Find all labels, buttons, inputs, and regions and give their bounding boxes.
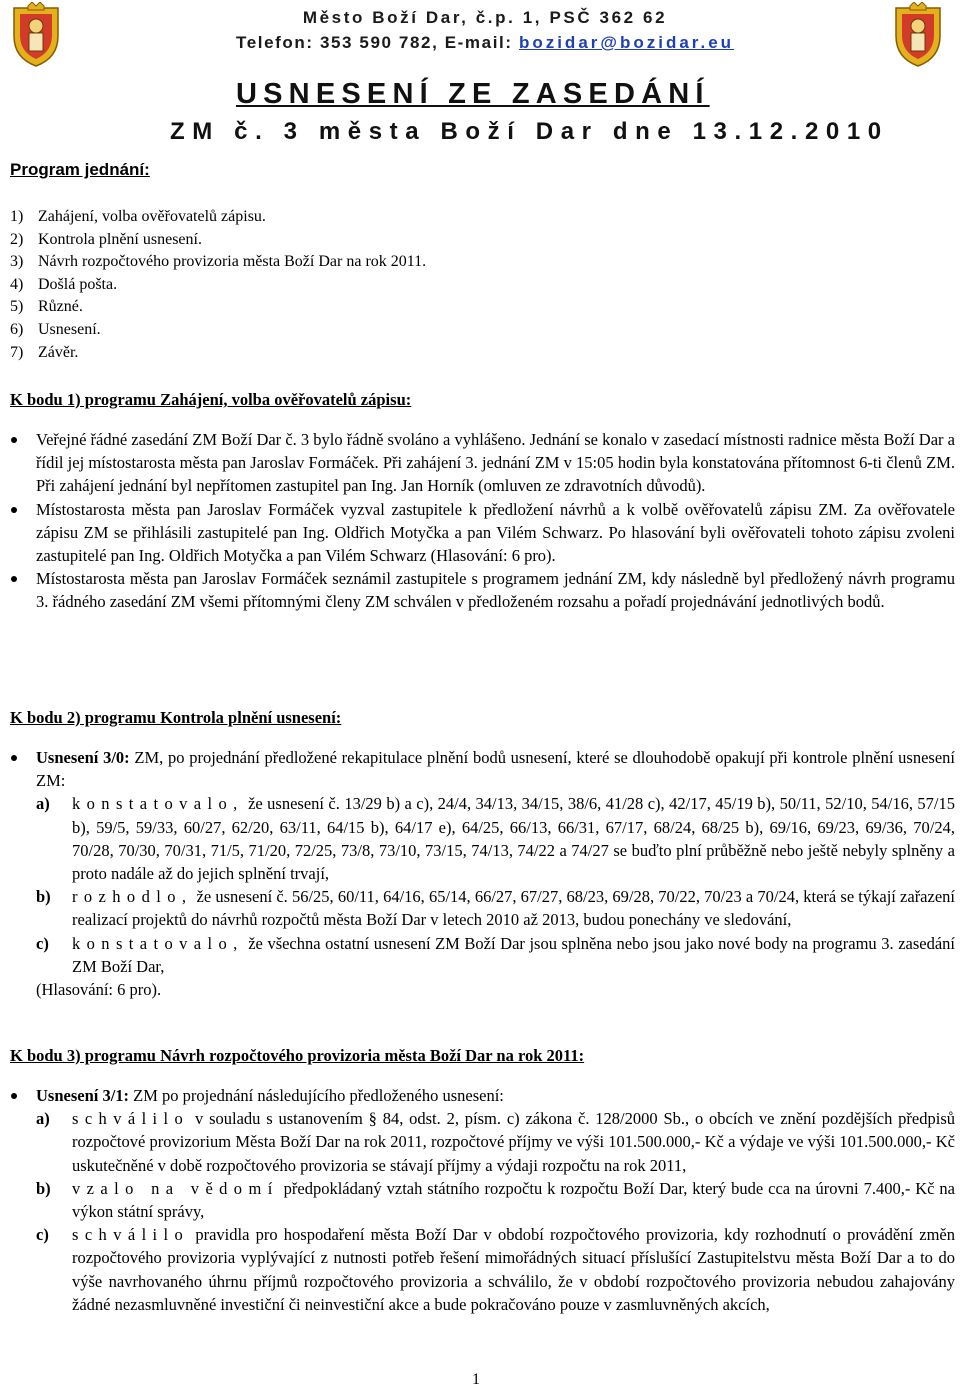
list-item: Místostarosta města pan Jaroslav Formáček seznámil zastupitele s programem jednání ZM, kdy následně byl předložený návrh programu 3. řádného zasedání ZM všemi přítomnými členy ZM schválen v předloženém rozsahu a pořadí projednávání jednotlivých bodů. [10, 567, 955, 613]
agenda-item: 7) Závěr. [10, 343, 79, 361]
resolution-intro: Usnesení 3/0: ZM, po projednání předložené rekapitulace plnění bodů usnesení, které se dlouhodobě opakují při kontrole plnění usnesení ZM: [10, 746, 955, 792]
resolution-item-c: c) schválilo pravidla pro hospodaření města Boží Dar v období rozpočtového provizoria, kdy rozhodnutí o provádění změn rozpočtového provizoria vyplývající z nutnosti potřeb řešení mimořádných situací příslušící Zastupitelstvu města Boží Dar a to do výše navrhovaného úhrnu příjmů rozpočtového provizoria a schválilo, že v období rozpočtového provizoria nebudou zahajovány žádné nezasmluvněné investiční či neinvestiční akce a bude pokračováno pouze v zasmluvněných akcích, [36, 1225, 955, 1314]
section-3-body [10, 1084, 955, 1316]
resolution-intro: Usnesení 3/1: ZM po projednání následujícího předloženého usnesení: [10, 1084, 955, 1107]
program-label: Program jednání: [10, 160, 150, 179]
email-link[interactable]: bozidar@bozidar.eu [518, 33, 735, 52]
document-subtitle: ZM č. 3 města Boží Dar dne 13.12.2010 [170, 118, 889, 145]
section-2-body [10, 746, 955, 1001]
list-item: Veřejné řádné zasedání ZM Boží Dar č. 3 bylo řádně svoláno a vyhlášeno. Jednání se konalo v zasedací místnosti radnice města Boží Dar a řídil jej místostarosta města pan Jaroslav Formáček. Při zahájení 3. jednání ZM v 15:05 hodin byla konstatována přítomnost 6-ti členů ZM. Při zahájení jednání byl nepřítomen zastupitel pan Ing. Jan Horník (omluven ze zdravotních důvodů). [10, 428, 955, 498]
bullet-icon [11, 576, 17, 582]
bullet-icon [11, 1093, 17, 1099]
page-number: 1 [472, 1371, 480, 1388]
document-title: USNESENÍ ZE ZASEDÁNÍ [236, 78, 710, 110]
contact-prefix: Telefon: 353 590 782, E-mail: [235, 33, 519, 52]
contact-line [200, 33, 770, 53]
list-item: Místostarosta města pan Jaroslav Formáček vyzval zastupitele k předložení návrhů a k volbě ověřovatelů zápisu ZM. Za ověřovatele zápisu ZM se přihlásili zastupitelé pan Ing. Oldřich Motyčka a pan Vilém Schwarz. Po hlasování byli ověřovateli tohoto zápisu zvoleni zastupitelé pan Ing. Oldřich Motyčka a pan Vilém Schwarz (Hlasování: 6 pro). [10, 498, 955, 568]
resolution-item-b: b) rozhodlo, že usnesení č. 56/25, 60/11, 64/16, 65/14, 66/27, 67/27, 68/23, 69/28, 70/22, 70/23 a 70/24, která se týkají zařazení realizací projektů do návrhů rozpočtů města Boží Dar v letech 2010 až 2013, budou ponechány ve sledování, [36, 887, 955, 930]
address-line: Město Boží Dar, č.p. 1, PSČ 362 62 [302, 8, 668, 27]
agenda-item: 5) Různé. [10, 298, 83, 316]
bullet-icon [11, 755, 17, 761]
resolution-item-a: a) konstatovalo, že usnesení č. 13/29 b) a c), 24/4, 34/13, 34/15, 38/6, 41/28 c), 42/17, 45/19 b), 50/11, 52/10, 54/16, 57/15 b), 59/5, 59/33, 60/27, 62/20, 63/11, 64/15 b), 64/17 e), 64/25, 66/13, 66/31, 67/17, 68/24, 68/25 b), 69/16, 69/23, 69/36, 70/24, 70/28, 70/30, 70/31, 71/5, 71/20, 72/25, 73/8, 73/10, 73/15, 74/13, 74/22 a 74/27 se buďto plní průběžně nebo ještě nebyly splněny a proto nadále až do jejich splnění trvají, [36, 794, 955, 884]
section-3-heading: K bodu 3) programu Návrh rozpočtového provizoria města Boží Dar na rok 2011: [10, 1046, 585, 1065]
section-1-heading: K bodu 1) programu Zahájení, volba ověřovatelů zápisu: [10, 390, 412, 409]
section-1-body [10, 428, 955, 614]
resolution-item-a: a) schválilo v souladu s ustanovením § 84, odst. 2, písm. c) zákona č. 128/2000 Sb., o obcích ve znění pozdějších předpisů rozpočtové provizorium Města Boží Dar na rok 2011, rozpočtové příjmy ve výši 101.500.000,- Kč a výdaje ve výši 101.500.000,- Kč uskutečněné v době rozpočtového provizoria se stávají příjmy a výdaji rozpočtu na rok 2011, [36, 1109, 955, 1175]
agenda-item: 4) Došlá pošta. [10, 275, 118, 293]
agenda-item: 1) Zahájení, volba ověřovatelů zápisu. [10, 208, 266, 225]
vote-result: (Hlasování: 6 pro). [36, 980, 162, 1000]
agenda-list [10, 206, 426, 364]
coat-of-arms-left [6, 2, 66, 68]
agenda-item: 3) Návrh rozpočtového provizoria města Boží Dar na rok 2011. [10, 253, 427, 271]
resolution-item-c: c) konstatovalo, že všechna ostatní usnesení ZM Boží Dar jsou splněna nebo jsou jako nové body na programu 3. zasedání ZM Boží Dar, [36, 933, 955, 976]
bullet-icon [11, 437, 17, 443]
resolution-item-b: b) vzalo na vědomí předpokládaný vztah státního rozpočtu k rozpočtu Boží Dar, který bude cca na úrovni 7.400,- Kč na výkon státní správy, [36, 1178, 956, 1222]
agenda-item: 2) Kontrola plnění usnesení. [10, 230, 202, 248]
agenda-item: 6) Usnesení. [10, 320, 101, 338]
section-2-heading: K bodu 2) programu Kontrola plnění usnesení: [10, 708, 342, 727]
coat-of-arms-right [888, 2, 948, 68]
bullet-icon [11, 507, 17, 513]
